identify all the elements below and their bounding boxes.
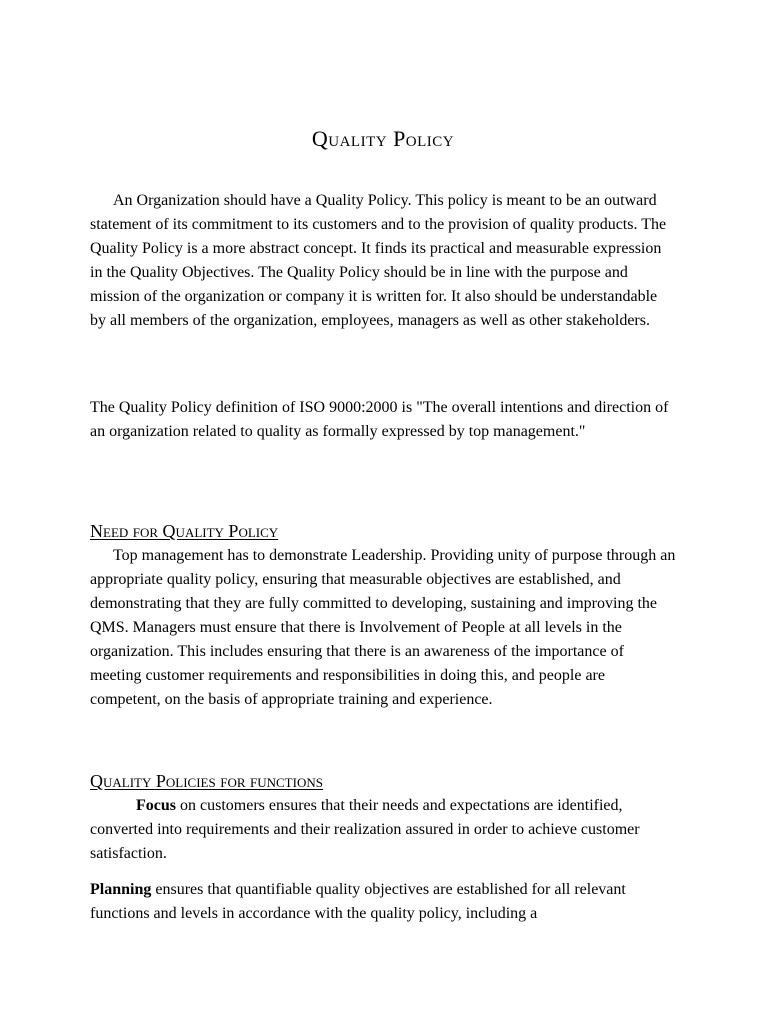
page-title: Quality Policy [311,126,455,151]
functions-heading: Quality Policies for functions [90,771,323,791]
definition-paragraph: The Quality Policy definition of ISO 9000:2000 is "The overall intentions and direction of an organization related to quality as formally expressed by top management." [90,399,669,440]
planning-paragraph [90,878,676,926]
focus-term: Focus [136,797,176,814]
intro-paragraph: An Organization should have a Quality Policy. This policy is meant to be an outward statement of its commitment to its customers and to the provision of quality products. The Quality Policy is a more abstract concept. It finds its practical and measurable expression in the Quality Objectives. The Quality Policy should be in line with the purpose and mission of the organization or company it is written for. It also should be understandable by all members of the organization, employees, managers as well as other stakeholders. [90,192,667,329]
planning-term: Planning [90,881,152,898]
document-page [90,0,676,1024]
focus-paragraph [90,794,676,866]
focus-text: on customers ensures that their needs and expectations are identified, converted into requirements and their realization assured in order to achieve customer satisfaction. [90,797,640,862]
planning-text: ensures that quantifiable quality objectives are established for all relevant functions and levels in accordance with the quality policy, including a [90,881,626,922]
need-heading: Need for Quality Policy [90,521,279,541]
need-paragraph: Top management has to demonstrate Leadership. Providing unity of purpose through an appropriate quality policy, ensuring that measurable objectives are established, and demonstrating that they are fully committed to developing, sustaining and improving the QMS. Managers must ensure that there is Involvement of People at all levels in the organization. This includes ensuring that there is an awareness of the importance of meeting customer requirements and responsibilities in doing this, and people are competent, on the basis of appropriate training and experience. [90,547,676,708]
